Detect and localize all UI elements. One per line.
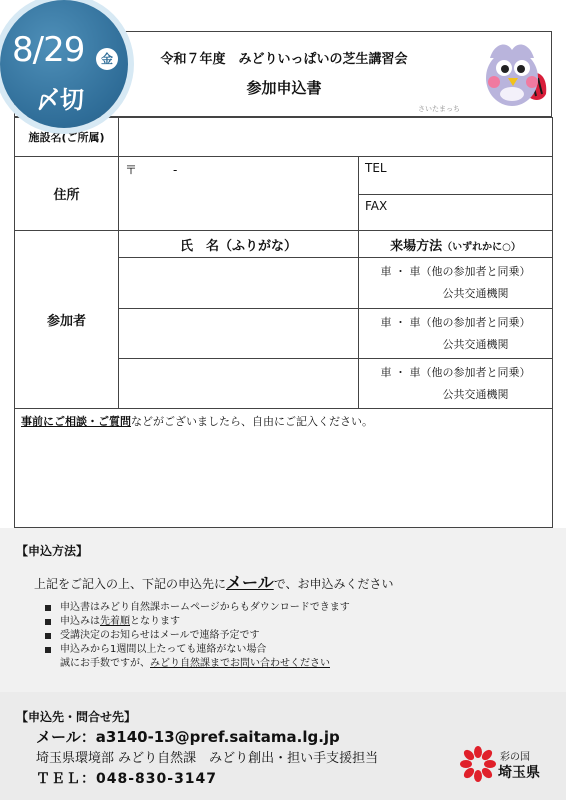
apply-section <box>0 528 566 692</box>
address-label: 住所 <box>15 157 119 231</box>
apply-mail-emphasis: メール <box>226 573 274 592</box>
method-option-public[interactable]: 公共交通機関 <box>442 387 509 401</box>
method-header-note: （いずれかに○） <box>442 241 521 253</box>
method-option-public[interactable]: 公共交通機関 <box>442 287 509 300</box>
visit-method-cell-2[interactable] <box>359 309 553 359</box>
method-header-text: 来場方法 <box>390 238 443 254</box>
participant-name-field-3[interactable] <box>119 359 359 409</box>
logo-text-top: 彩の国 <box>500 752 530 763</box>
fax-field[interactable] <box>359 195 553 231</box>
apply-text-after: で、お申込みください <box>273 577 394 591</box>
note-item: 受講決定のお知らせはメールで連絡予定です <box>44 629 350 643</box>
contact-heading: 【申込先・問合せ先】 <box>16 710 137 724</box>
application-form <box>14 117 553 528</box>
method-option-car[interactable]: 車 ・ 車（他の参加者と同乗） <box>380 365 531 379</box>
deadline-badge <box>0 0 128 128</box>
method-option-car[interactable]: 車 ・ 車（他の参加者と同乗） <box>380 265 531 278</box>
contact-phone[interactable]: ＴＥＬ：048-830-3147 <box>36 771 218 787</box>
postal-mark: 〒 - <box>125 163 178 177</box>
logo-text-bottom: 埼玉県 <box>498 765 540 781</box>
visit-method-cell-1[interactable] <box>359 258 553 309</box>
method-column-header <box>359 231 553 258</box>
contact-email[interactable]: メール：a3140-13@pref.saitama.lg.jp <box>36 728 340 746</box>
deadline-weekday: 金 <box>96 48 118 70</box>
note-text: 申込みは <box>60 616 100 627</box>
participant-name-field-2[interactable] <box>119 309 359 359</box>
name-column-header: 氏 名（ふりがな） <box>119 231 359 258</box>
note-text: となります <box>130 616 180 627</box>
tel-field[interactable] <box>359 157 553 195</box>
note-item <box>44 615 350 629</box>
consultation-field[interactable] <box>15 409 553 528</box>
contact-section <box>0 692 566 800</box>
note-item: 申込書はみどり自然課ホームページからもダウンロードできます <box>44 601 350 615</box>
page-subtitle: 参加申込書 <box>246 79 322 97</box>
participant-name-field-1[interactable] <box>119 258 359 309</box>
deadline-date: 8/29 <box>12 30 85 70</box>
note-underline: 先着順 <box>100 616 130 627</box>
deadline-close-label: 〆切 <box>36 86 84 114</box>
page-title: 令和７年度 みどりいっぱいの芝生講習会 <box>160 52 408 67</box>
address-field[interactable] <box>119 157 359 231</box>
mascot-icon <box>476 36 552 112</box>
mascot-caption: さいたまっち <box>418 105 460 113</box>
tel-label: TEL <box>365 161 387 175</box>
visit-method-cell-3[interactable] <box>359 359 553 409</box>
apply-heading: 【申込方法】 <box>16 544 89 558</box>
method-option-car[interactable]: 車 ・ 車（他の参加者と同乗） <box>380 315 531 329</box>
note-item-continued <box>44 657 350 671</box>
note-item: 申込みから1週間以上たっても連絡がない場合 <box>44 643 350 657</box>
saitama-logo-icon <box>460 746 496 782</box>
consult-bold-text: 事前にご相談・ご質問 <box>21 415 131 428</box>
apply-instruction <box>34 570 393 593</box>
consult-text: などがございましたら、自由にご記入ください。 <box>131 415 373 428</box>
apply-text-before: 上記をご記入の上、下記の申込先に <box>34 577 227 591</box>
participant-label: 参加者 <box>15 231 119 409</box>
fax-label: FAX <box>365 199 388 213</box>
method-option-public[interactable]: 公共交通機関 <box>442 337 509 351</box>
facility-field[interactable] <box>119 118 553 157</box>
contact-department: 埼玉県環境部 みどり自然課 みどり創出・担い手支援担当 <box>36 751 379 766</box>
facility-label: 施設名(ご所属) <box>15 118 119 157</box>
note-text: 誠にお手数ですが、 <box>60 658 150 669</box>
apply-notes <box>44 601 350 671</box>
note-underline: みどり自然課までお問い合わせください <box>150 658 330 669</box>
